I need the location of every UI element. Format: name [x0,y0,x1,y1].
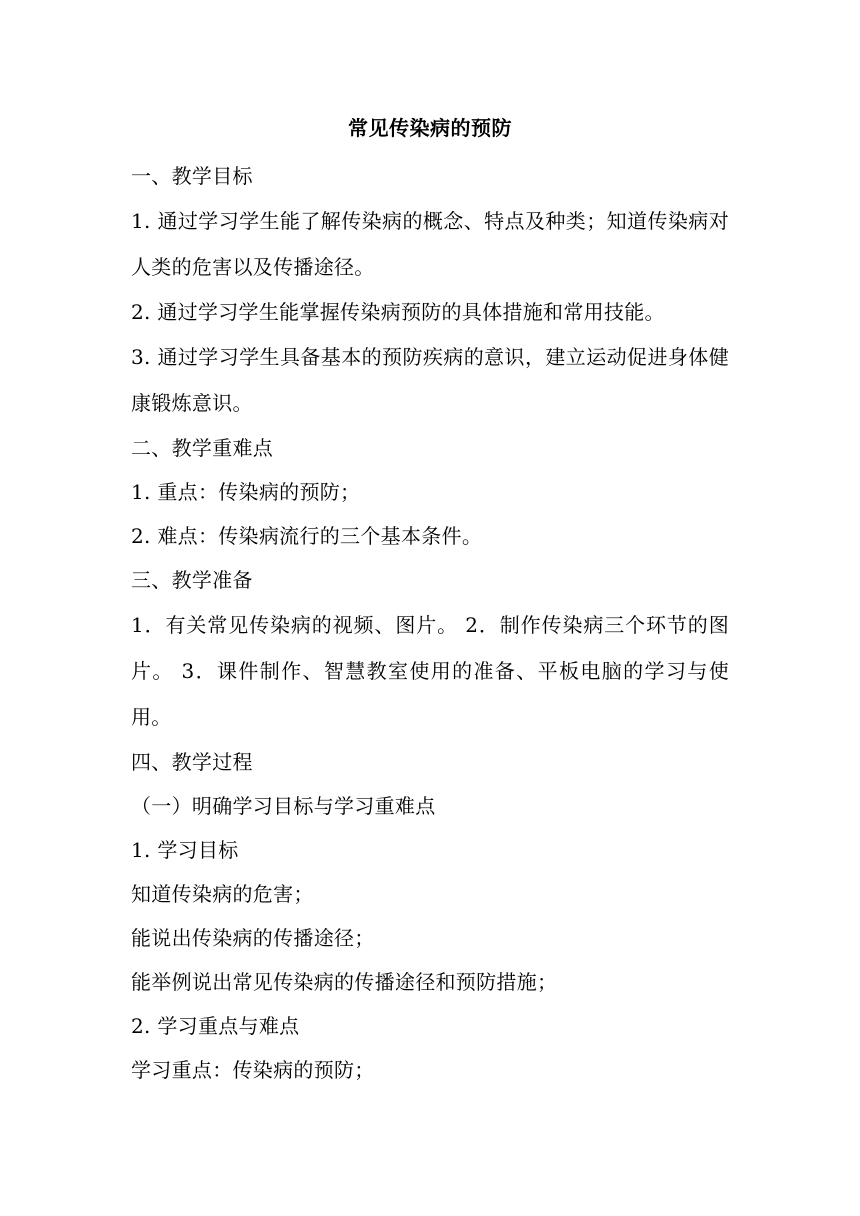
learning-objectives-heading: 1. 学习目标 [131,838,239,862]
preparation-items: 1．有关常见传染病的视频、图片。 2．制作传染病三个环节的图片。 3．课件制作、智慧教室使用的准备、平板电脑的学习与使用。 [131,613,729,729]
section-heading-objectives: 一、教学目标 [131,164,253,188]
key-point-item-2: 2. 难点：传染病流行的三个基本条件。 [131,524,483,548]
learning-objective-1: 知道传染病的危害； [131,882,314,906]
learning-key-point: 学习重点：传染病的预防； [131,1058,375,1082]
learning-objective-2: 能说出传染病的传播途径； [131,926,375,950]
key-point-item-1: 1. 重点：传染病的预防； [131,480,361,504]
objective-item-1: 1. 通过学习学生能了解传染病的概念、特点及种类；知道传染病对人类的危害以及传播途径。 [131,209,729,279]
document-title: 常见传染病的预防 [348,116,512,140]
subsection-heading-1: （一）明确学习目标与学习重难点 [131,794,436,818]
section-heading-key-points: 二、教学重难点 [131,436,274,460]
section-heading-process: 四、教学过程 [131,750,253,774]
document-body [131,110,729,1092]
learning-key-points-heading: 2. 学习重点与难点 [131,1014,300,1038]
objective-item-2: 2. 通过学习学生能掌握传染病预防的具体措施和常用技能。 [131,300,665,324]
learning-objective-3: 能举例说出常见传染病的传播途径和预防措施； [131,970,558,994]
section-heading-preparation: 三、教学准备 [131,568,253,592]
objective-item-3: 3. 通过学习学生具备基本的预防疾病的意识，建立运动促进身体健康锻炼意识。 [131,345,729,415]
